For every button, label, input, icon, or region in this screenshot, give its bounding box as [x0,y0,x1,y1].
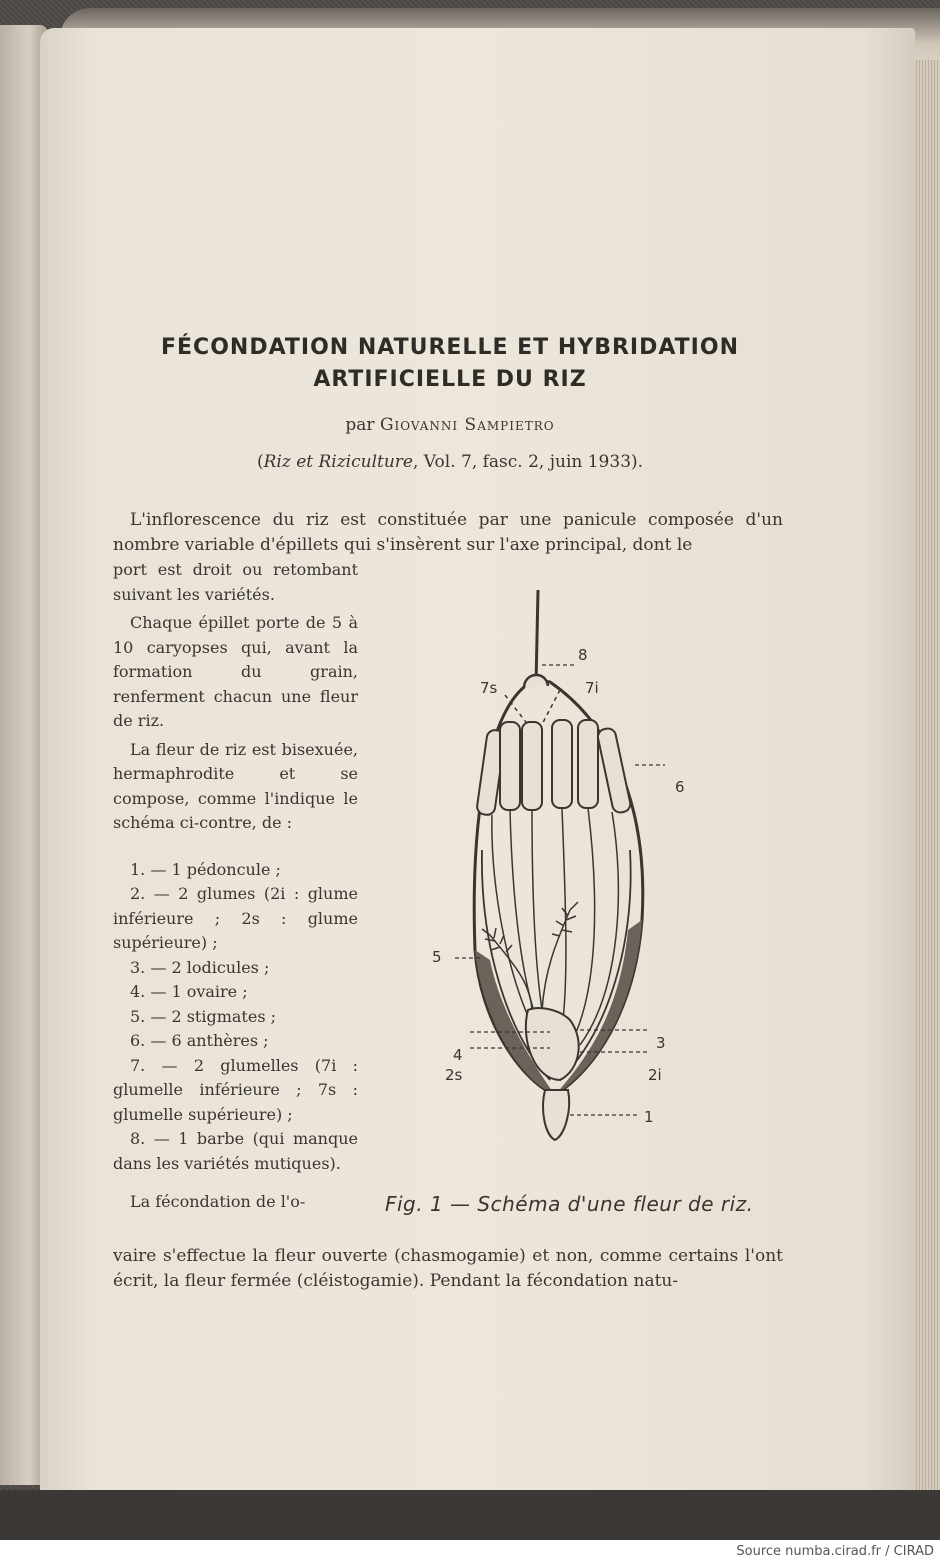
article-title [150,332,750,396]
bottom-shadow [0,1490,940,1540]
author-name: Giovanni Sampietro [379,415,555,435]
label-2i: 2i [648,1066,662,1084]
citation-journal: Riz et Riziculture [263,452,413,472]
left-column [113,558,358,1215]
list-item: 3. — 2 lodicules ; [130,957,270,977]
list-item: 7. — 2 glumelles (7i : glumelle inférieure ; 7s : glumelle supérieure) ; [113,1055,358,1124]
paragraph-1-continued: port est droit ou retombant suivant les variétés. [113,560,358,604]
label-8: 8 [578,646,588,664]
label-4: 4 [453,1046,463,1064]
list-item: 8. — 1 barbe (qui manque dans les variétés mutiques). [113,1129,358,1173]
rice-flower-diagram [420,590,720,1150]
pedicel-shape [543,1090,569,1140]
anthers [476,720,632,816]
list-item: 2. — 2 glumes (2i : glume inférieure ; 2s : glume supérieure) ; [113,884,358,952]
filaments [492,808,619,1045]
citation [150,452,750,472]
byline [200,415,700,435]
paragraph-3: La fleur de riz est bisexuée, hermaphrodite et se compose, comme l'indique le schéma ci-contre, de : [113,739,358,832]
list-item: 1. — 1 pédoncule ; [130,859,281,879]
label-7i: 7i [585,679,599,697]
tip-shape [524,675,548,688]
label-6: 6 [675,778,685,796]
author-prefix: par [345,415,375,435]
paragraph-2: Chaque épillet porte de 5 à 10 caryopses qui, avant la formation du grain, renferment chacun une fleur de riz. [113,613,358,730]
figure-caption: Fig. 1 — Schéma d'une fleur de riz. [385,1192,754,1216]
label-7s: 7s [480,679,498,697]
title-line-2: ARTIFICIELLE DU RIZ [313,367,587,392]
label-2s: 2s [445,1066,463,1084]
title-line-1: FÉCONDATION NATURELLE ET HYBRIDATION [161,335,739,360]
label-3: 3 [656,1034,666,1052]
parts-list [113,858,358,1177]
paragraph-1-text: L'inflorescence du riz est constituée par une panicule composée d'un nombre variable d'épillets qui s'insèrent sur l'axe principal, dont le [113,510,783,555]
label-1: 1 [644,1108,654,1126]
list-item: 4. — 1 ovaire ; [130,982,248,1001]
list-item: 5. — 2 stigmates ; [130,1006,276,1026]
label-5: 5 [432,948,442,966]
awn-shape [536,590,538,685]
paragraph-4-text: vaire s'effectue la fleur ouverte (chasmogamie) et non, comme certains l'ont écrit, la fleur fermée (cléistogamie). Pendant la fécondation natu- [113,1246,783,1291]
paragraph-4-start: La fécondation de l'o- [130,1192,306,1211]
citation-rest: , Vol. 7, fasc. 2, juin 1933). [413,452,644,472]
citation-open: ( [256,452,264,472]
paragraph-1 [113,508,783,558]
list-item: 6. — 6 anthères ; [130,1031,269,1050]
paragraph-4 [113,1244,783,1294]
source-credit: Source numba.cirad.fr / CIRAD [736,1544,934,1559]
